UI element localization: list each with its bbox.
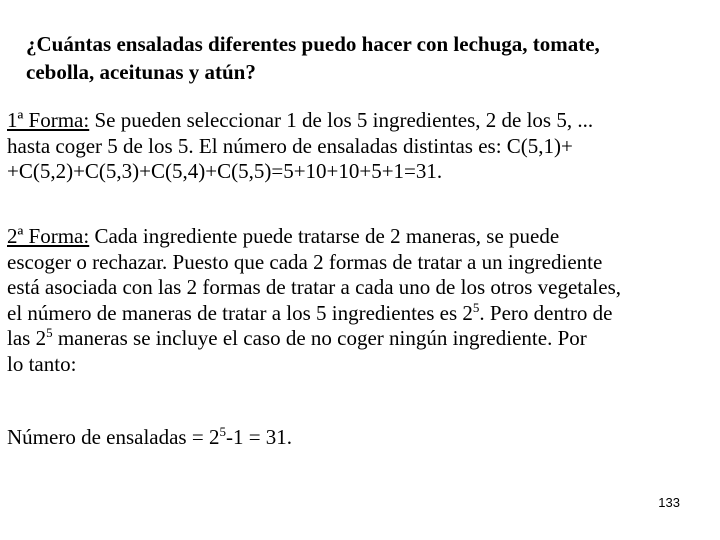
forma-2-line-2: escoger o rechazar. Puesto que cada 2 formas de tratar a un ingrediente [7,249,603,274]
forma-2-line-1-text: Cada ingrediente puede tratarse de 2 maneras, se puede [89,224,560,248]
forma-2-line-4-b: . Pero dentro de [479,300,613,325]
exponent: 5 [472,299,480,315]
result-text-a: Número de ensaladas = 2 [7,425,220,449]
exponent: 5 [46,325,53,340]
forma-2-label: 2ª Forma: [7,224,90,248]
forma-1-line-1 [7,108,715,134]
result-text-b: -1 = 31. [225,425,293,449]
forma-2-line-4 [7,301,715,327]
page-number: 133 [658,495,680,510]
forma-2-line-6: lo tanto: [7,351,77,376]
exponent: 5 [219,424,226,439]
result-line [7,425,715,451]
forma-2-paragraph [7,224,715,377]
forma-2-line-5-a: las 2 [7,326,47,350]
forma-2-line-3: está asociada con las 2 formas de tratar a cada uno de los otros vegetales, [7,275,622,299]
forma-1-label: 1ª Forma: [7,108,90,132]
title-line-2: cebolla, aceitunas y atún? [26,60,256,84]
forma-1-line-1-text: Se pueden seleccionar 1 de los 5 ingredientes, 2 de los 5, ... [89,108,594,132]
forma-2-line-5-b: maneras se incluye el caso de no coger ningún ingrediente. Por [52,326,587,350]
forma-2-line-1 [7,224,715,250]
result-paragraph [7,425,715,451]
forma-1-line-3: +C(5,2)+C(5,3)+C(5,4)+C(5,5)=5+10+10+5+1=31. [7,159,443,183]
forma-2-line-4-a: el número de maneras de tratar a los 5 ingredientes es 2 [7,300,473,325]
title-line-1: ¿Cuántas ensaladas diferentes puedo hacer con lechuga, tomate, [26,32,600,56]
forma-1-line-2: hasta coger 5 de los 5. El número de ensaladas distintas es: C(5,1)+ [7,133,573,158]
forma-2-line-5 [7,326,715,352]
forma-1-paragraph [7,108,715,185]
slide-title [26,30,706,86]
